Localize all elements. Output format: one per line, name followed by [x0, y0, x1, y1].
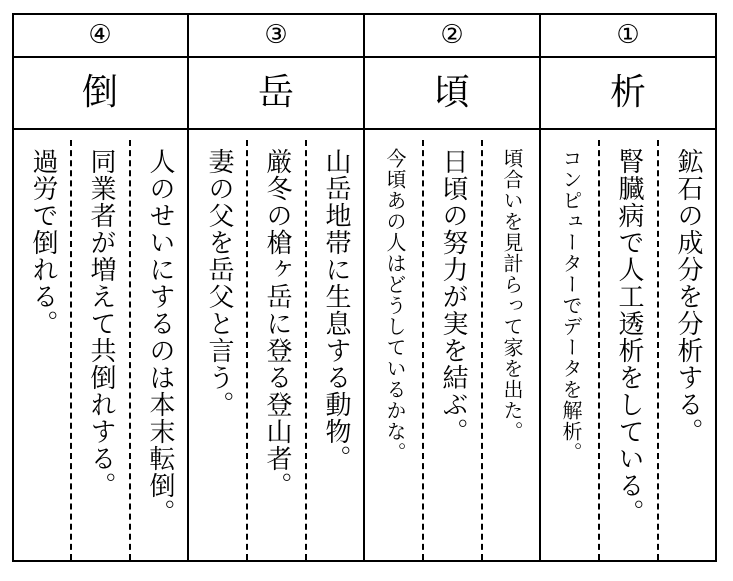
- example-sentence: 頃合いを見計らって家を出た。: [500, 148, 524, 442]
- target-kanji: 岳: [257, 72, 294, 113]
- problem-number: ②: [440, 20, 464, 50]
- example-sentence: 腎臓病で人工透析をしている。: [614, 148, 644, 526]
- problem-number: ①: [616, 20, 640, 50]
- example-sentence: 厳冬の槍ヶ岳に登る登山者。: [262, 148, 292, 499]
- example-sentence: コンピューターでデータを解析。: [559, 148, 583, 463]
- example-sentence: 山岳地帯に生息する動物。: [321, 148, 351, 472]
- problem-number: ④: [88, 20, 112, 50]
- example-sentence: 今頃あの人はどうしているかな。: [383, 148, 407, 463]
- example-sentence: 日頃の努力が実を結ぶ。: [438, 148, 468, 445]
- example-sentence: 妻の父を岳父と言う。: [204, 148, 234, 418]
- problem-number: ③: [264, 20, 288, 50]
- target-kanji: 析: [609, 72, 646, 113]
- example-sentence: 同業者が増えて共倒れする。: [86, 148, 116, 499]
- example-sentence: 鉱石の成分を分析する。: [673, 148, 703, 445]
- example-sentence: 過労で倒れる。: [28, 148, 58, 337]
- target-kanji: 頃: [433, 72, 470, 113]
- target-kanji: 倒: [81, 72, 118, 113]
- example-sentence: 人のせいにするのは本末転倒。: [145, 148, 175, 526]
